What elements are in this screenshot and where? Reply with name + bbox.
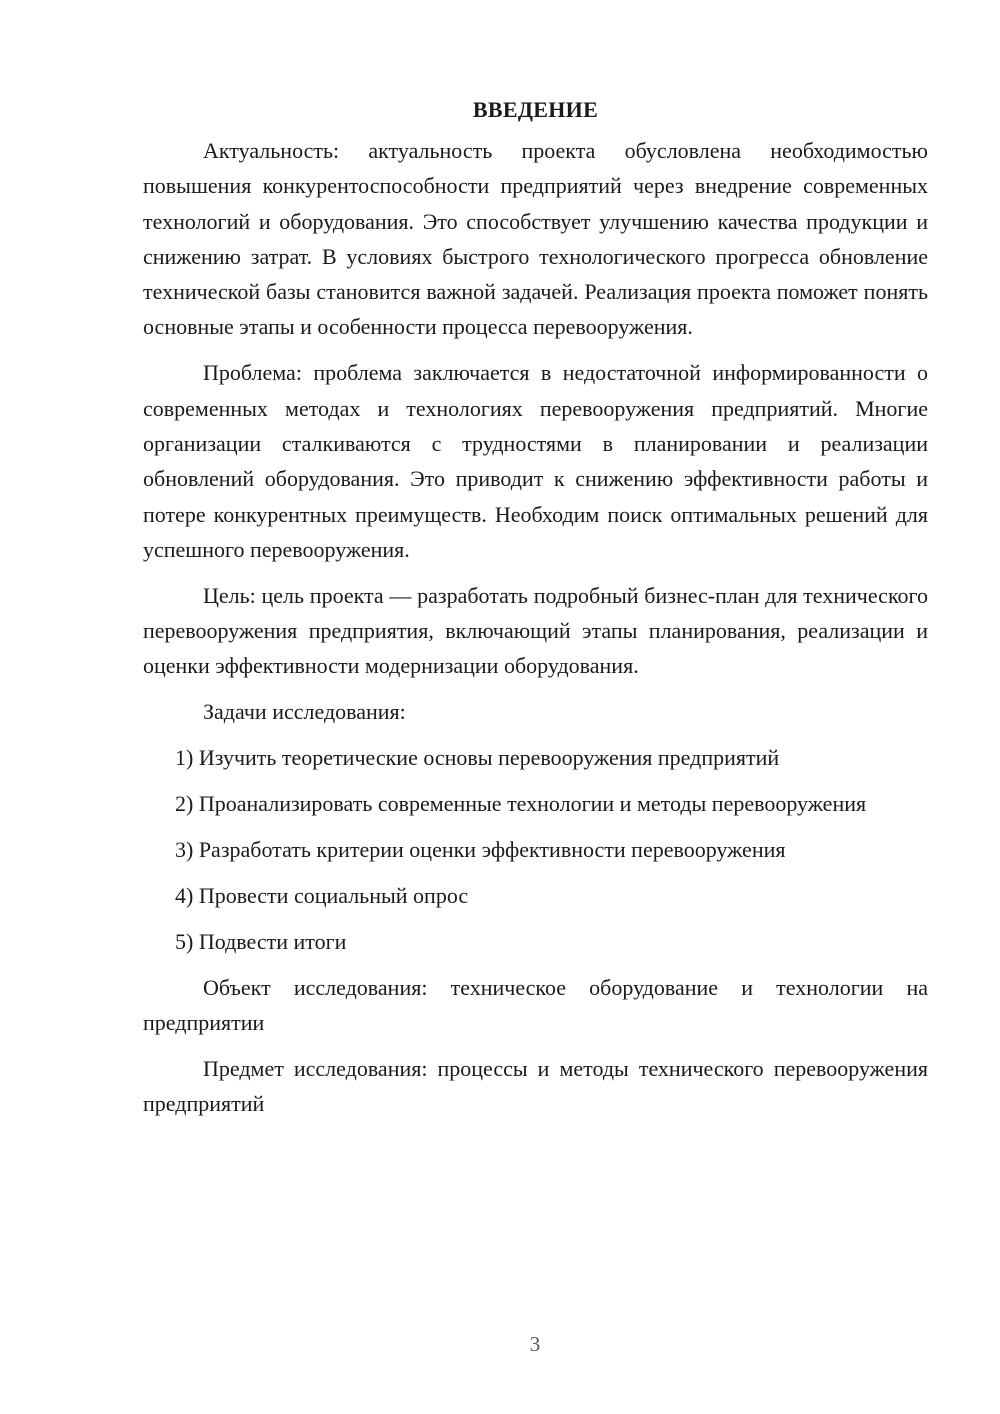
section-title: ВВЕДЕНИЕ <box>472 97 599 122</box>
task-item: 1) Изучить теоретические основы перевооружения предприятий <box>175 745 780 771</box>
paragraph-relevance: Актуальность: актуальность проекта обусловлена необходимостью повышения конкурентоспособности предприятий через внедрение современных технологий и оборудования. Это способствует улучшению качества продукции и снижению затрат. В условиях быстрого технологического прогресса обновление технической базы становится важной задачей. Реализация проекта поможет понять основные этапы и особенности процесса перевооружения. <box>143 138 928 340</box>
page-number: 3 <box>529 1332 541 1356</box>
task-item: 5) Подвести итоги <box>175 928 347 954</box>
paragraph-problem: Проблема: проблема заключается в недостаточной информированности о современных методах и технологиях перевооружения предприятий. Многие организации сталкиваются с трудностями в планировании и реализации обновлений оборудования. Это приводит к снижению эффективности работы и потере конкурентных преимуществ. Необходим поиск оптимальных решений для успешного перевооружения. <box>143 360 928 562</box>
document-page <box>143 92 928 1132</box>
task-item: 4) Провести социальный опрос <box>175 882 469 908</box>
paragraph-tasks-heading: Задачи исследования: <box>203 699 406 725</box>
paragraph-subject: Предмет исследования: процессы и методы технического перевооружения предприятий <box>143 1055 928 1117</box>
task-item: 3) Разработать критерии оценки эффективности перевооружения <box>175 836 786 862</box>
paragraph-object: Объект исследования: техническое оборудование и технологии на предприятии <box>143 974 928 1035</box>
task-item: 2) Проанализировать современные технологии и методы перевооружения <box>175 791 867 817</box>
paragraph-goal: Цель: цель проекта — разработать подробный бизнес-план для технического перевооружения предприятия, включающий этапы планирования, реализации и оценки эффективности модернизации оборудования. <box>143 582 928 679</box>
